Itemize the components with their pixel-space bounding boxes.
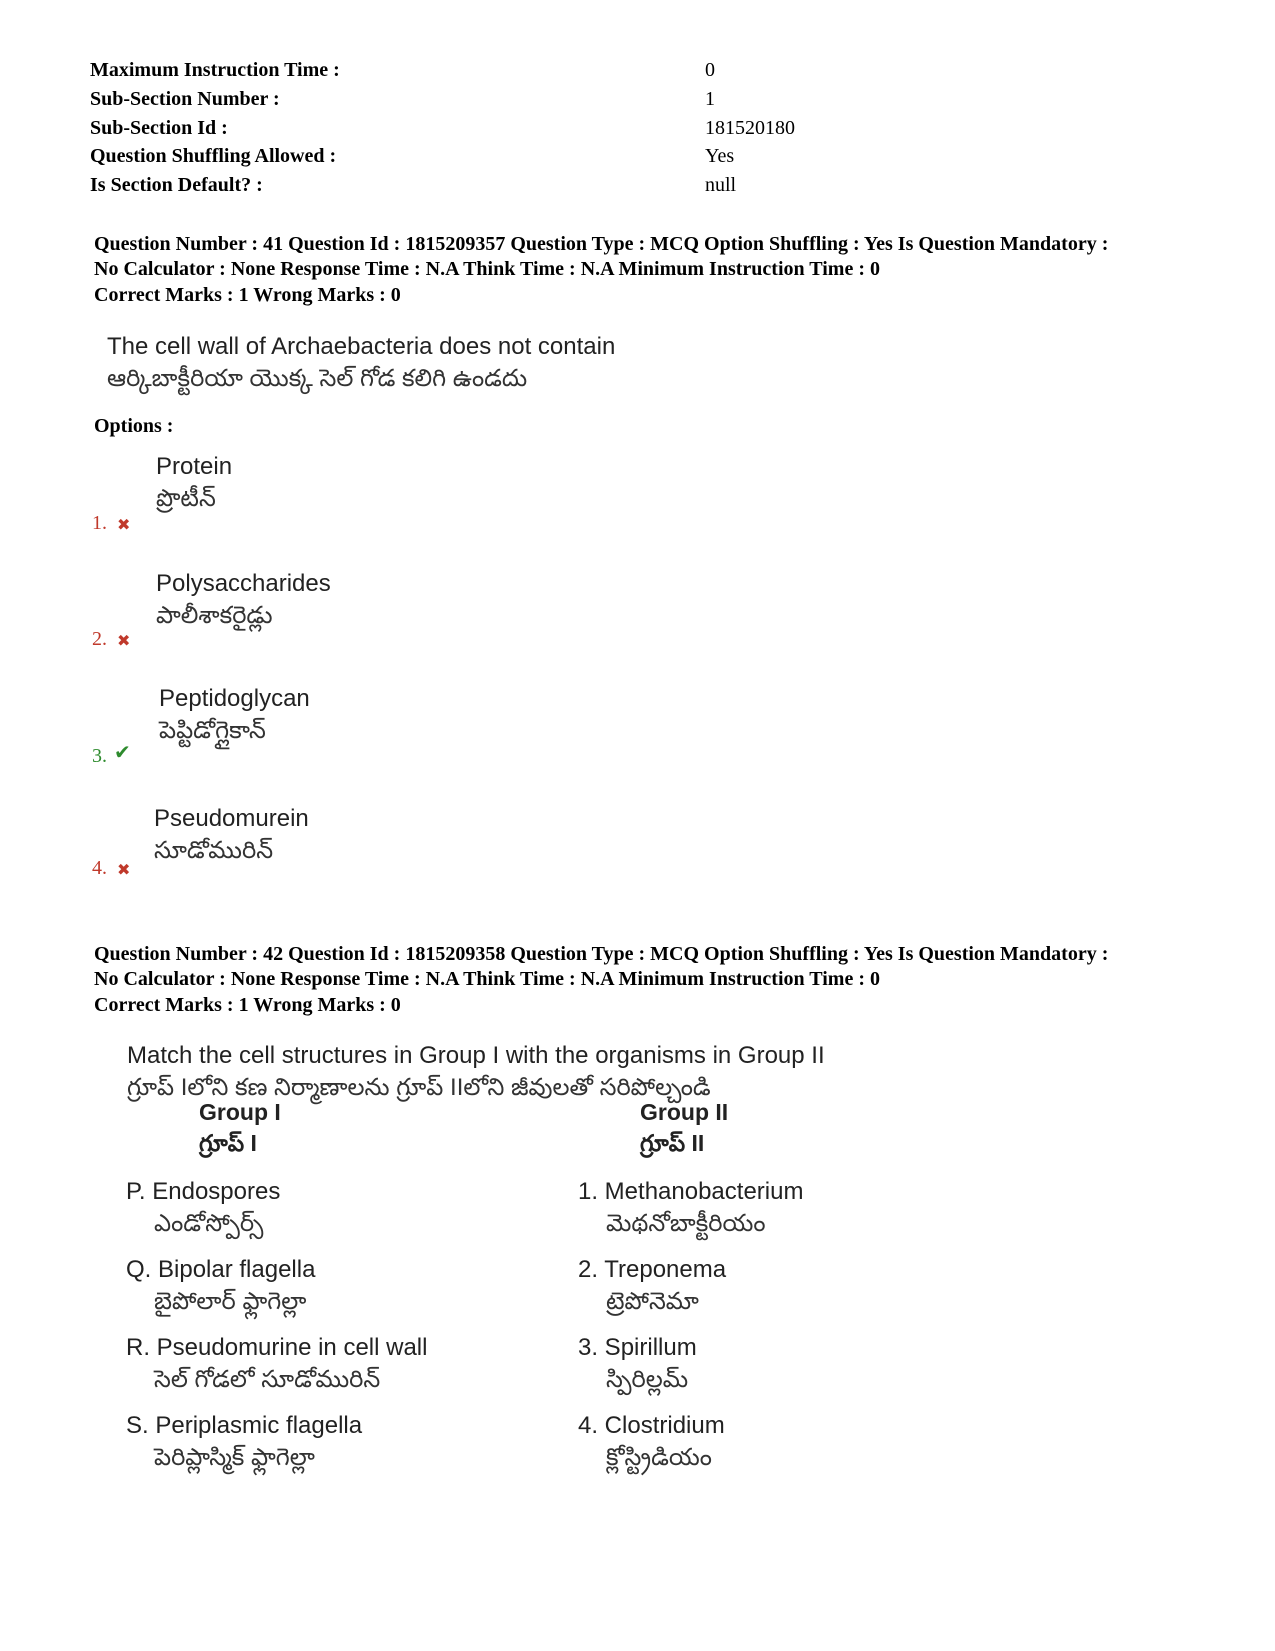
item-te: సెల్ గోడలో సూడోమురిన్ bbox=[154, 1366, 381, 1393]
group-2-item-3 bbox=[578, 1332, 697, 1396]
item-en: P. Endospores bbox=[126, 1178, 281, 1205]
group-1-heading bbox=[199, 1097, 281, 1159]
cross-icon: ✖ bbox=[117, 517, 131, 534]
option-text-te: పెప్టిడోగ్లైకాన్ bbox=[159, 717, 266, 744]
group-1-item-q bbox=[126, 1254, 315, 1318]
option-text-te: ప్రొటీన్ bbox=[156, 485, 216, 512]
group-1-item-r bbox=[126, 1332, 427, 1396]
q42-question-en: Match the cell structures in Group I with the organisms in Group II bbox=[127, 1042, 825, 1069]
group-2-item-1 bbox=[578, 1176, 803, 1240]
item-en: 2. Treponema bbox=[578, 1256, 727, 1283]
q41-question-text bbox=[107, 331, 615, 395]
meta-label: Is Section Default? : bbox=[90, 174, 263, 196]
q42-marks: Correct Marks : 1 Wrong Marks : 0 bbox=[94, 994, 401, 1016]
item-en: Q. Bipolar flagella bbox=[126, 1256, 316, 1283]
q41-marks: Correct Marks : 1 Wrong Marks : 0 bbox=[94, 284, 401, 306]
option-text-en: Peptidoglycan bbox=[159, 685, 310, 712]
q42-header-line1: Question Number : 42 Question Id : 1815209358 Question Type : MCQ Option Shuffling : Yes Is Question Mandatory : bbox=[94, 943, 1109, 965]
meta-value: Yes bbox=[705, 145, 735, 167]
meta-label: Question Shuffling Allowed : bbox=[90, 145, 337, 167]
meta-label: Maximum Instruction Time : bbox=[90, 59, 340, 81]
cross-icon: ✖ bbox=[117, 633, 131, 650]
meta-label: Sub-Section Id : bbox=[90, 117, 228, 139]
q41-header bbox=[94, 232, 1254, 282]
item-en: 3. Spirillum bbox=[578, 1334, 697, 1361]
group-2-en: Group II bbox=[640, 1099, 729, 1125]
q41-option-1-number: 1. bbox=[92, 512, 107, 534]
meta-value: 0 bbox=[705, 59, 715, 81]
q41-option-3-number: 3. bbox=[92, 745, 107, 767]
group-2-item-2 bbox=[578, 1254, 726, 1318]
item-te: మెథనోబాక్టీరియం bbox=[606, 1210, 766, 1237]
option-text-en: Protein bbox=[156, 453, 233, 480]
q41-option-3 bbox=[159, 683, 310, 747]
item-te: పెరిప్లాస్మిక్ ఫ్లాగెల్లా bbox=[154, 1444, 315, 1471]
item-te: బైపోలార్ ఫ్లాగెల్లా bbox=[154, 1288, 307, 1315]
q42-header bbox=[94, 942, 1254, 992]
option-text-en: Pseudomurein bbox=[154, 805, 309, 832]
item-en: R. Pseudomurine in cell wall bbox=[126, 1334, 428, 1361]
q41-option-4 bbox=[154, 803, 309, 867]
item-te: క్లోస్ట్రిడియం bbox=[606, 1444, 712, 1471]
option-text-en: Polysaccharides bbox=[156, 570, 331, 597]
item-te: ఎండోస్పోర్స్ bbox=[154, 1210, 264, 1237]
checkmark-icon: ✔ bbox=[114, 742, 131, 764]
q42-question-te: గ్రూప్ Iలోని కణ నిర్మాణాలను గ్రూప్ IIలోని జీవులతో సరిపోల్చండి bbox=[127, 1074, 711, 1101]
item-en: S. Periplasmic flagella bbox=[126, 1412, 363, 1439]
item-te: స్పిరిల్లమ్ bbox=[606, 1366, 689, 1393]
group-1-item-s bbox=[126, 1410, 362, 1474]
item-en: 4. Clostridium bbox=[578, 1412, 725, 1439]
group-1-en: Group I bbox=[199, 1099, 281, 1125]
group-2-item-4 bbox=[578, 1410, 725, 1474]
q41-question-en: The cell wall of Archaebacteria does not contain bbox=[107, 333, 616, 360]
group-1-te: గ్రూప్ I bbox=[199, 1130, 257, 1156]
group-2-te: గ్రూప్ II bbox=[640, 1130, 705, 1156]
q41-option-2 bbox=[156, 568, 331, 632]
q41-option-1 bbox=[156, 451, 232, 515]
meta-value: null bbox=[705, 174, 737, 196]
meta-label: Sub-Section Number : bbox=[90, 88, 280, 110]
q42-question-text bbox=[127, 1040, 825, 1104]
group-2-heading bbox=[640, 1097, 728, 1159]
q41-question-te: ఆర్కిబాక్టీరియా యొక్క సెల్ గోడ కలిగి ఉండదు bbox=[107, 365, 528, 392]
item-te: ట్రెపోనెమా bbox=[606, 1288, 699, 1315]
option-text-te: పాలీశాకరైడ్లు bbox=[156, 602, 273, 629]
q41-header-line1: Question Number : 41 Question Id : 1815209357 Question Type : MCQ Option Shuffling : Yes Is Question Mandatory : bbox=[94, 233, 1109, 255]
cross-icon: ✖ bbox=[117, 862, 131, 879]
q41-header-line2: No Calculator : None Response Time : N.A Think Time : N.A Minimum Instruction Time : 0 bbox=[94, 258, 880, 280]
q41-option-2-number: 2. bbox=[92, 628, 107, 650]
q41-option-4-number: 4. bbox=[92, 857, 107, 879]
item-en: 1. Methanobacterium bbox=[578, 1178, 804, 1205]
meta-value: 1 bbox=[705, 88, 715, 110]
option-text-te: సూడోమురిన్ bbox=[154, 837, 274, 864]
q41-options-label: Options : bbox=[94, 415, 174, 437]
meta-value: 181520180 bbox=[705, 117, 795, 139]
group-1-item-p bbox=[126, 1176, 280, 1240]
q42-header-line2: No Calculator : None Response Time : N.A Think Time : N.A Minimum Instruction Time : 0 bbox=[94, 968, 880, 990]
